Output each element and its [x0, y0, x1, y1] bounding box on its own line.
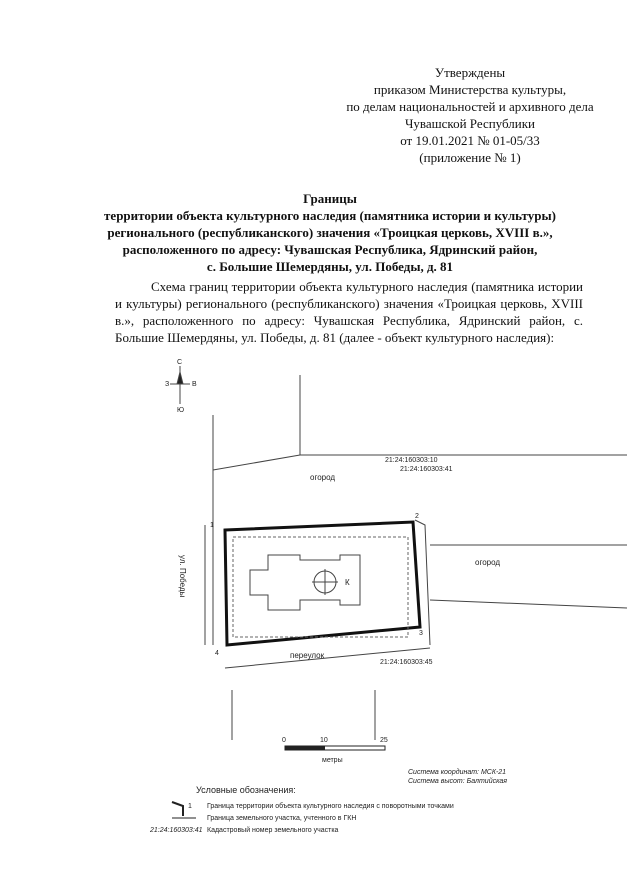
approval-line: приказом Министерства культуры, — [373, 82, 567, 97]
cadastral-number: 21:24:160303:10 — [385, 457, 438, 464]
turn-point: 3 — [419, 630, 423, 637]
scale-bar — [285, 746, 385, 750]
garden-label: огород — [310, 473, 336, 482]
approval-line: по делам национальностей и архивного дела — [346, 99, 594, 114]
garden-label: огород — [475, 558, 501, 567]
street-label: ул. Победы — [178, 555, 187, 598]
turn-point: 1 — [210, 522, 214, 529]
scale-tick: 0 — [282, 737, 286, 744]
church-label: К — [345, 578, 350, 587]
legend-text: Граница земельного участка, учтенного в ГКН — [207, 815, 357, 822]
plot-boundary-line — [213, 455, 300, 470]
intro-paragraph: Схема границ территории объекта культурного наследия (памятника истории и культуры) регионального (республиканского) значения «Троицкая церковь, XVIII в.», расположенного по адресу: Чувашская Республика, Ядринский район, с. Большие Шемердяны, ул. Победы, д. 81 (далее - объект культурного наследия): — [115, 279, 583, 345]
church-outline — [250, 555, 360, 610]
cadastral-number: 21:24:160303:41 — [400, 466, 453, 473]
heritage-boundary — [225, 522, 420, 645]
height-system: Система высот: Балтийская — [408, 778, 508, 785]
compass-icon — [170, 366, 190, 404]
legend-text: Кадастровый номер земельного участка — [207, 827, 339, 834]
legend-code: 21:24:160303:41 — [150, 827, 203, 834]
coord-system: Система координат: МСК-21 — [408, 769, 507, 776]
title-line: с. Большие Шемердяны, ул. Победы, д. 81 — [206, 259, 454, 274]
legend-title: Условные обозначения: — [196, 785, 296, 795]
turn-point: 2 — [415, 513, 419, 520]
compass-e: В — [192, 381, 197, 388]
legend-mark: 1 — [188, 803, 192, 810]
compass-w: З — [165, 381, 170, 388]
approval-line: от 19.01.2021 № 01-05/33 — [400, 133, 540, 148]
scale-unit: метры — [322, 757, 343, 764]
title-line: территории объекта культурного наследия (памятника истории и культуры) — [104, 208, 556, 223]
title-line: регионального (республиканского) значения «Троицкая церковь, XVIII в.», — [107, 225, 553, 240]
approval-line: Чувашской Республики — [404, 116, 536, 131]
approval-line: (приложение № 1) — [419, 150, 521, 165]
boundary-legend-icon — [172, 802, 183, 816]
title-line: расположенного по адресу: Чувашская Республика, Ядринский район, — [122, 242, 538, 257]
compass-n: С — [177, 359, 183, 366]
lane-label: переулок — [290, 651, 325, 660]
plot-boundary-line — [430, 600, 627, 608]
title-line: Границы — [303, 191, 357, 206]
scale-tick: 25 — [380, 737, 388, 744]
turn-point: 4 — [215, 650, 219, 657]
approval-line: Утверждены — [434, 65, 506, 80]
legend-text: Граница территории объекта культурного наследия с поворотными точками — [207, 803, 454, 810]
scale-tick: 10 — [320, 737, 328, 744]
cadastral-number: 21:24:160303:45 — [380, 659, 433, 666]
compass-s: Ю — [177, 407, 185, 414]
plot-boundary-line — [300, 375, 627, 455]
